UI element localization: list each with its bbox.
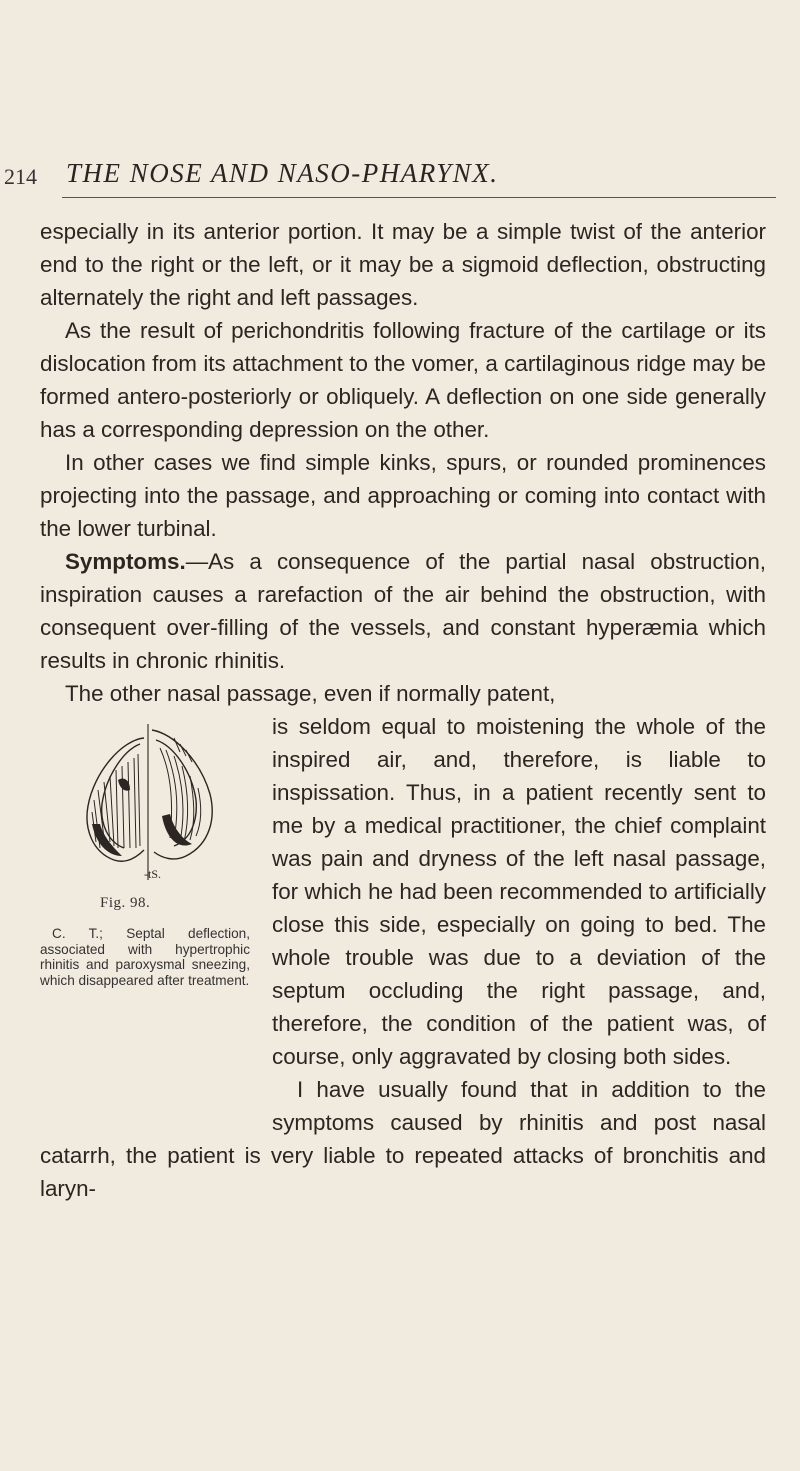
page-number: 214 — [4, 164, 37, 189]
septal-deflection-illustration — [74, 720, 224, 885]
figure-paragraph-rest: is seldom equal to moistening the whole of the inspired air, and, therefore, is liable to inspissation. Thus, in a patient recently sent to me by a medical practitioner, the chief complaint was pain and dryness of the left nasal passage, for which he had been recommended to artificially close this side, especially on going to bed. The whole trouble was due to a deviation of the septum occluding the right passage, and, therefore, the condition of the patient was, of course, only aggravated by closing both sides. — [272, 714, 766, 1069]
paragraph-2: As the result of perichondritis following fracture of the cartilage or its dislocation from its attachment to the vomer, a cartilaginous ridge may be formed antero-posteriorly or obliquely. A deflection on one side generally has a corresponding depression on the other. — [40, 318, 766, 442]
body-text — [40, 215, 766, 1205]
figure-caption — [40, 926, 250, 988]
figure-label: Fig. 98. — [100, 895, 151, 911]
figure-caption-text: C. T.; Septal deflection, associated with hypertrophic rhinitis and paroxysmal sneezing, which disappeared after treatment. — [40, 926, 250, 988]
figure-paragraph-intro: The other nasal passage, even if normally patent, — [65, 681, 556, 706]
symptoms-paragraph — [40, 545, 766, 677]
running-title: THE NOSE AND NASO-PHARYNX. — [66, 158, 499, 188]
symptoms-heading: Symptoms. — [65, 549, 186, 574]
final-paragraph: I have usually found that in addition to the symptoms caused by rhinitis and post nasal catarrh, the patient is very liable to repeated attacks of bronchitis and laryn- — [40, 1077, 766, 1201]
symptoms-text: —As a consequence of the partial nasal obstruction, inspiration causes a rarefaction of the air behind the obstruction, with consequent over-filling of the vessels, and constant hyperæmia which results in chronic rhinitis. — [40, 549, 766, 673]
figure-98 — [40, 720, 250, 1123]
header-rule — [62, 197, 776, 198]
running-head — [0, 158, 800, 188]
paragraph-1: especially in its anterior portion. It may be a simple twist of the anterior end to the right or the left, or it may be a sigmoid deflection, obstructing alternately the right and left passages. — [40, 219, 766, 310]
artist-mark: -tS. — [144, 867, 162, 881]
paragraph-3: In other cases we find simple kinks, spurs, or rounded prominences projecting into the passage, and approaching or coming into contact with the lower turbinal. — [40, 450, 766, 541]
